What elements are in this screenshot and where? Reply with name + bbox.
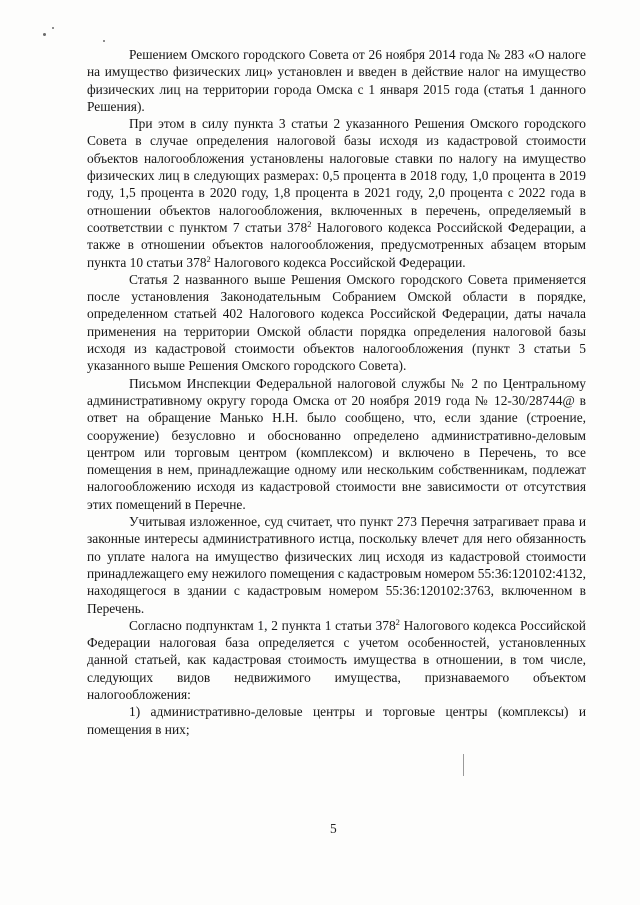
document-body	[87, 46, 586, 738]
paragraph-tax-inspection-letter: Письмом Инспекции Федеральной налоговой службы № 2 по Центральному административному округу города Омска от 20 ноября 2019 года № 12-30/28744@ в ответ на обращение Манько Н.Н. было сообщено, что, если здание (строение, сооружение) безусловно и обоснованно определено административно-деловым центром или торговым центром (комплексом) и включено в Перечень, то все помещения в нем, принадлежащие одному или нескольким собственникам, подлежат налогообложению исходя из кадастровой стоимости вне зависимости от отсутствия этих помещений в Перечне.	[87, 375, 586, 512]
paragraph-tax-code-reference: Согласно подпунктам 1, 2 пункта 1 статьи $378^2$ Налогового кодекса Российской Федерации налоговая база определяется с учетом особенностей, установленных данной статьей, как кадастровая стоимость имущества в отношении, в том числе, следующих видов недвижимого имущества, признаваемого объектом налогообложения:	[87, 616, 586, 702]
scan-streak	[463, 754, 464, 776]
paragraph-article-application: Статья 2 названного выше Решения Омского городского Совета применяется после установления Законодательным Собранием Омской области в порядке, определенном статьей 402 Налогового кодекса Российской Федерации, даты начала применения на территории Омской области порядка определения налоговой базы исходя из кадастровой стоимости объектов налогообложения (пункт 3 статьи 5 указанного выше Решения Омского городского Совета).	[87, 271, 586, 374]
scan-speck	[103, 40, 105, 42]
scan-speck	[43, 33, 46, 36]
list-item-business-centers: 1) административно-деловые центры и торговые центры (комплексы) и помещения в них;	[87, 704, 586, 737]
paragraph-tax-rates: При этом в силу пункта 3 статьи 2 указанного Решения Омского городского Совета в случае определения налоговой базы исходя из кадастровой стоимости объектов налогообложения установлены налоговые ставки по налогу на имущество физических лиц в следующих размерах: 0,5 процента в 2018 году, 1,0 процента в 2019 году, 1,5 процента в 2020 году, 1,8 процента в 2021 году, 2,0 процента с 2022 года в отношении объектов налогообложения, включенных в перечень, определяемый в соответствии с пунктом 7 статьи $378^2$ Налогового кодекса Российской Федерации, а также в отношении объектов налогообложения, предусмотренных абзацем вторым пункта 10 статьи $378^2$ Налогового кодекса Российской Федерации.	[87, 116, 586, 270]
page-number: 5	[330, 821, 337, 836]
paragraph-tax-decision: Решением Омского городского Совета от 26 ноября 2014 года № 283 «О налоге на имущество физических лиц» установлен и введен в действие налог на имущество физических лиц на территории города Омска с 1 января 2015 года (статья 1 данного Решения).	[87, 47, 586, 114]
paragraph-court-conclusion: Учитывая изложенное, суд считает, что пункт 273 Перечня затрагивает права и законные интересы административного истца, поскольку влечет для него обязанность по уплате налога на имущество физических лиц исходя из кадастровой стоимости принадлежащего ему нежилого помещения с кадастровым номером 55:36:120102:4132, находящегося в здании с кадастровым номером 55:36:120102:3763, включенном в Перечень.	[87, 514, 586, 616]
scan-speck	[52, 27, 54, 29]
